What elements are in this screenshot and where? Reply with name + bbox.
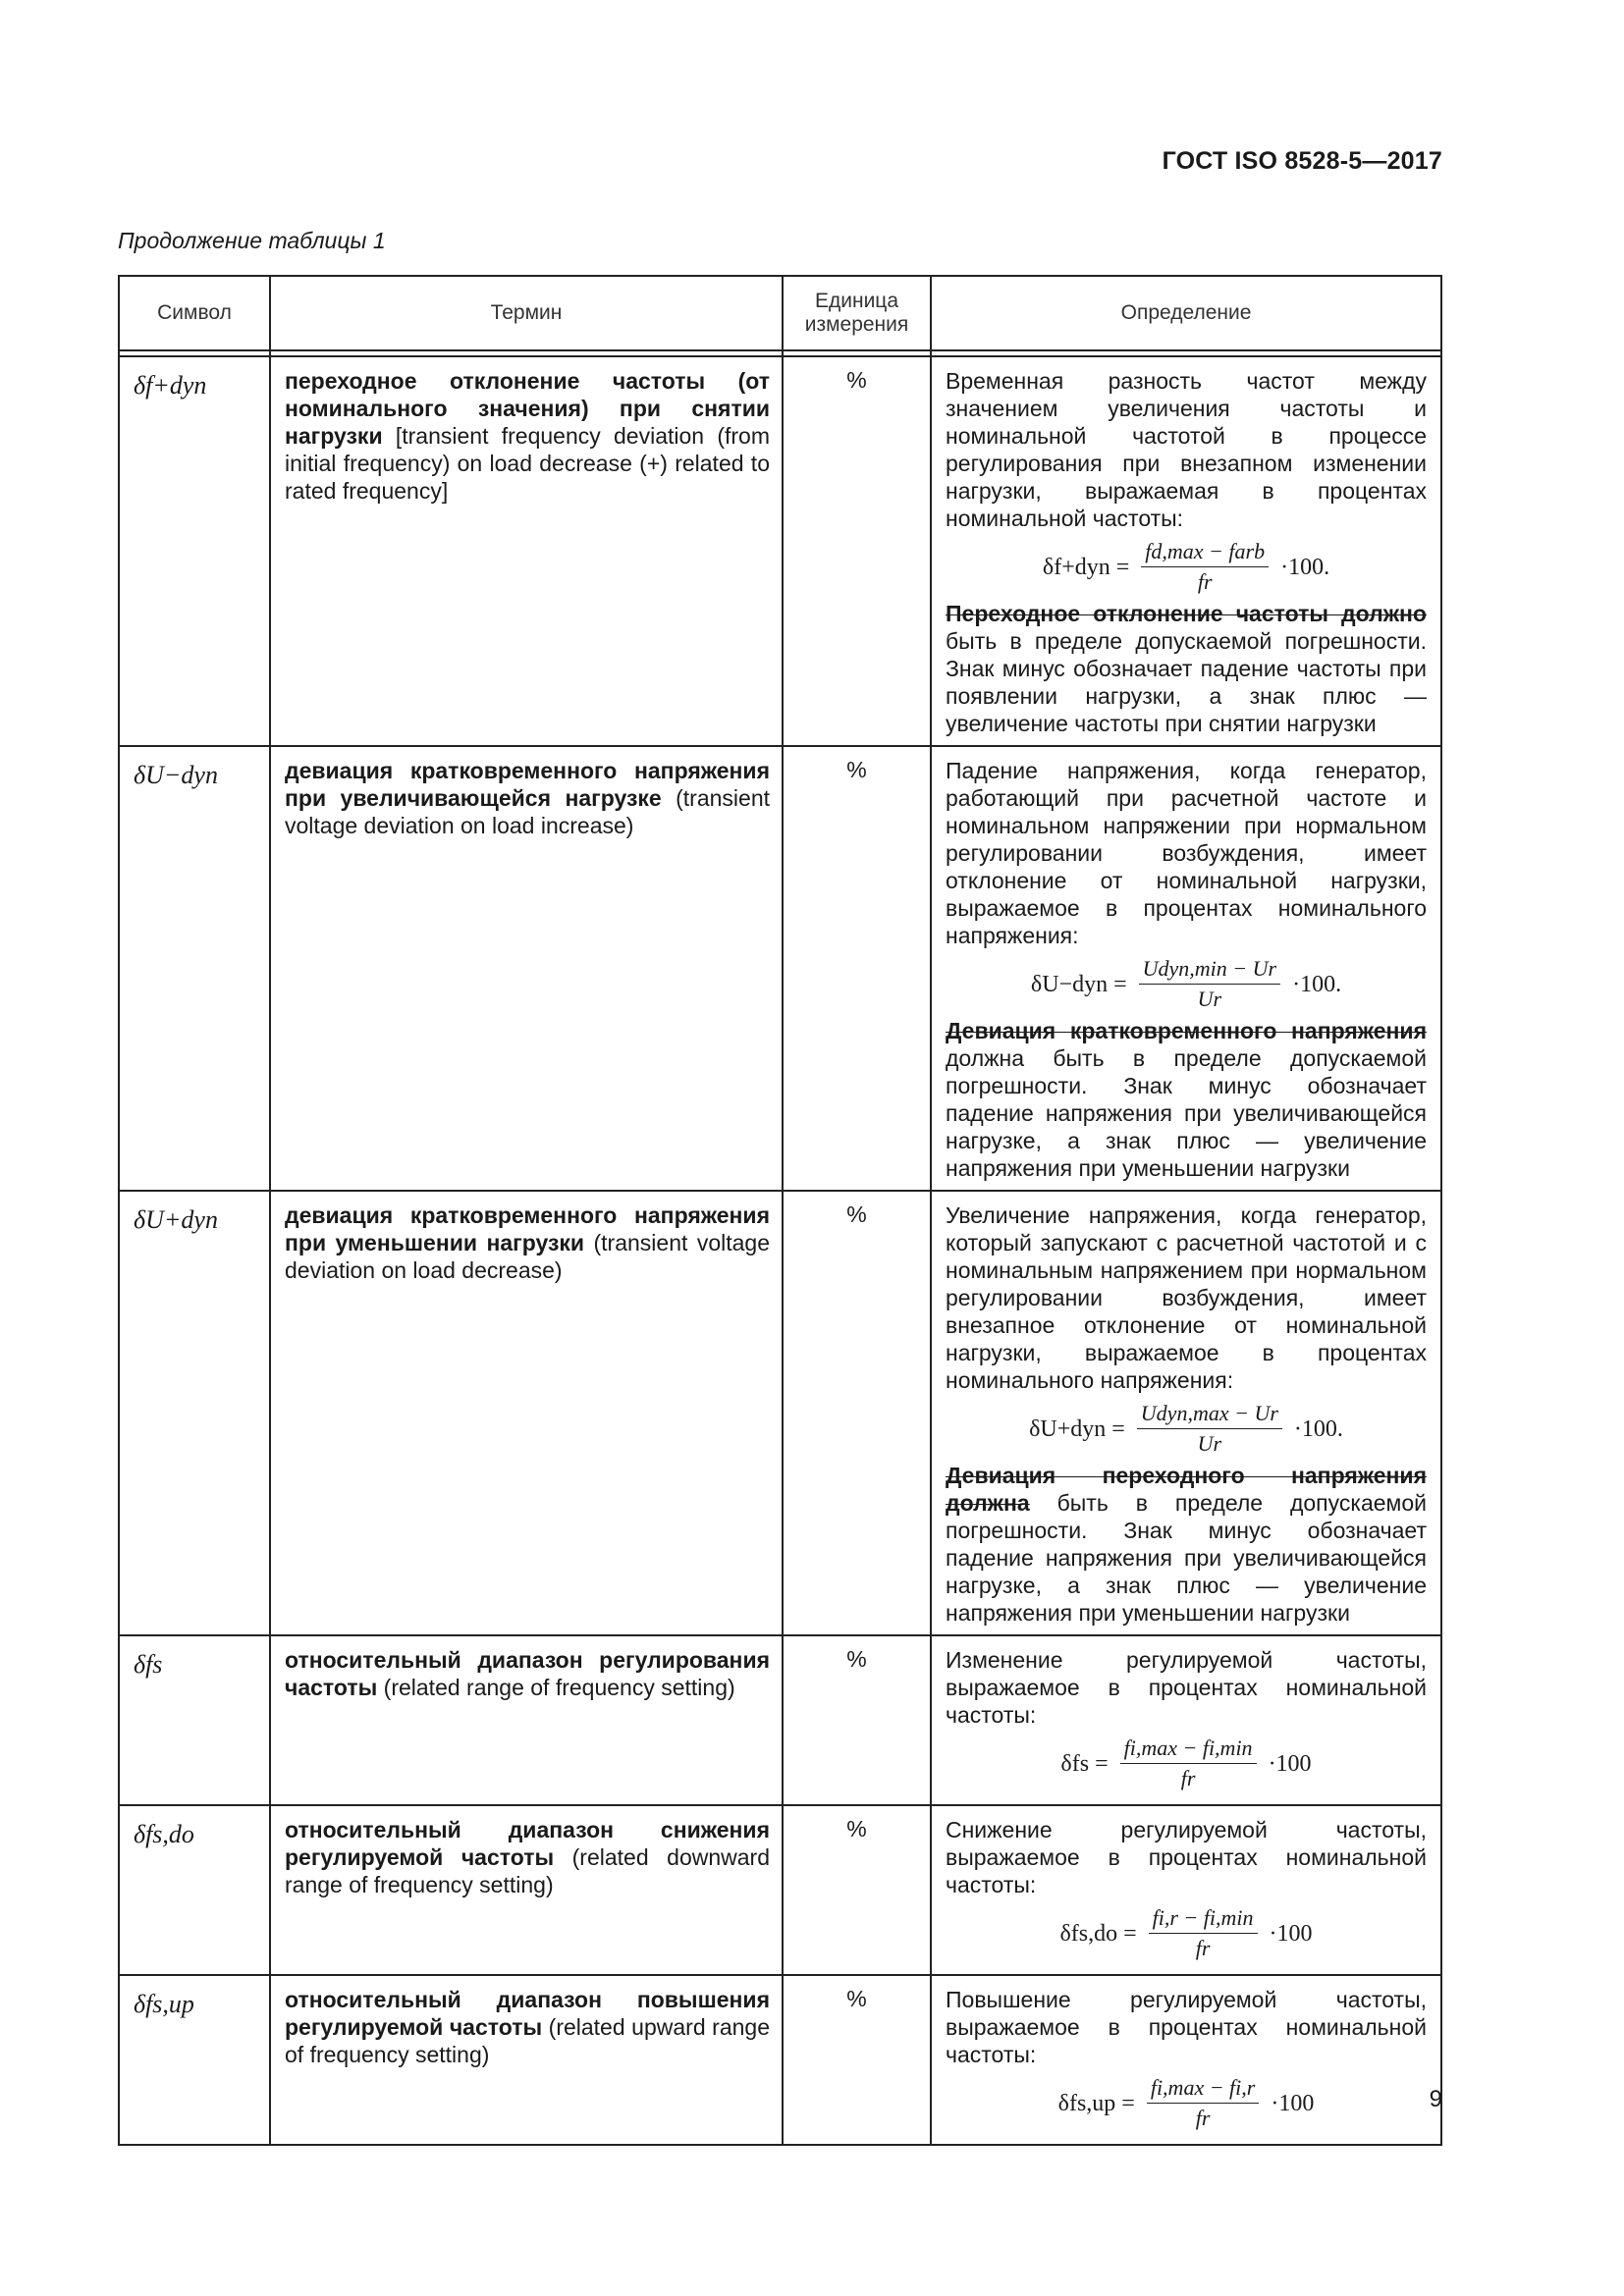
document-title: ГОСТ ISO 8528-5—2017 (1162, 147, 1442, 175)
term-cell (270, 1805, 783, 1975)
symbol-cell (119, 746, 270, 1191)
unit-cell: % (783, 1975, 931, 2145)
definition-cell (931, 1975, 1441, 2145)
table-header-row (119, 276, 1441, 350)
formula-numerator: fi,r − fi,min (1149, 1904, 1258, 1934)
symbol-cell (119, 1805, 270, 1975)
definition-cell (931, 356, 1441, 746)
formula-denominator: Ur (1197, 987, 1222, 1011)
page-number: 9 (1429, 2086, 1442, 2112)
formula-denominator: fr (1180, 1766, 1196, 1790)
definition-remainder: быть в пределе допускаемой погрешности. Знак минус обозначает падение напряжения при увеличивающейся нагрузке, а знак плюс — увеличение напряжения при уменьшении нагрузки (946, 1490, 1427, 1626)
formula-fraction (1137, 1400, 1282, 1458)
definition-note (946, 1017, 1427, 1182)
formula-multiplier: ·100 (1269, 1920, 1313, 1947)
symbol-cell (119, 1635, 270, 1805)
column-header-term: Термин (270, 276, 783, 350)
term-russian: относительный диапазон повышения регулируемой частоты (285, 1987, 770, 2040)
symbol-cell (119, 356, 270, 746)
symbol-text: δfs,do (134, 1820, 194, 1848)
formula-fraction (1139, 955, 1280, 1013)
definition-strikethrough: Переходное отклонение частоты должно (946, 601, 1427, 626)
table-row (119, 1975, 1441, 2145)
definition-strikethrough: Девиация переходного напряжения должна (946, 1463, 1427, 1516)
formula-numerator: Udyn,max − Ur (1137, 1400, 1282, 1429)
table-row (119, 356, 1441, 746)
definition-intro: Снижение регулируемой частоты, выражаемое в процентах номинальной частоты: (946, 1817, 1427, 1897)
table-row (119, 1805, 1441, 1975)
formula-lhs: δfs = (1060, 1750, 1109, 1777)
formula-multiplier: ·100 (1268, 1750, 1312, 1777)
formula-numerator: fd,max − farb (1141, 538, 1269, 567)
table-row (119, 1191, 1441, 1635)
table-row (119, 1635, 1441, 1805)
unit-cell: % (783, 746, 931, 1191)
term-cell (270, 356, 783, 746)
formula-denominator: fr (1195, 2106, 1211, 2130)
symbol-text: δfs (134, 1650, 163, 1679)
symbol-cell (119, 1975, 270, 2145)
term-cell (270, 1635, 783, 1805)
definition-cell (931, 1635, 1441, 1805)
formula-multiplier: ·100 (1271, 2090, 1315, 2116)
term-cell (270, 746, 783, 1191)
formula-multiplier: ·100. (1280, 554, 1330, 580)
term-russian: девиация кратковременного напряжения при увеличивающейся нагрузке (285, 758, 770, 811)
definition-cell (931, 1805, 1441, 1975)
formula (946, 1735, 1427, 1792)
term-english: (transient voltage deviation on load decrease) (285, 1230, 771, 1283)
symbol-text: δU+dyn (134, 1205, 218, 1234)
term-english: (related downward range of frequency setting) (285, 1844, 771, 1897)
definition-cell (931, 1191, 1441, 1635)
formula-numerator: fi,max − fi,min (1120, 1735, 1257, 1764)
term-english: (transient voltage deviation on load increase) (285, 785, 771, 838)
formula-multiplier: ·100. (1292, 971, 1342, 997)
definition-intro: Временная разность частот между значением увеличения частоты и номинальной частотой в процессе регулирования при внезапном изменении нагрузки, выражаемая в процентах номинальной частоты: (946, 368, 1427, 531)
formula (946, 955, 1427, 1013)
column-header-unit: Единица измерения (783, 276, 931, 350)
formula-lhs: δU+dyn = (1029, 1415, 1125, 1442)
term-english: (related upward range of frequency setting) (285, 2014, 770, 2067)
term-cell (270, 1975, 783, 2145)
unit-cell: % (783, 1191, 931, 1635)
definition-cell (931, 746, 1441, 1191)
table-row (119, 746, 1441, 1191)
definition-remainder: должна быть в пределе допускаемой погрешности. Знак минус обозначает падение напряжения при увеличивающейся нагрузке, а знак плюс — увеличение напряжения при уменьшении нагрузки (946, 1045, 1427, 1181)
terms-table (118, 275, 1442, 2146)
term-russian: относительный диапазон регулирования частоты (285, 1647, 770, 1700)
symbol-cell (119, 1191, 270, 1635)
definition-strikethrough: Девиация кратковременного напряжения (946, 1018, 1427, 1043)
unit-cell: % (783, 356, 931, 746)
definition-note (946, 600, 1427, 737)
formula-lhs: δU−dyn = (1030, 971, 1127, 997)
formula-multiplier: ·100. (1293, 1415, 1343, 1442)
symbol-text: δU−dyn (134, 761, 218, 789)
formula-denominator: Ur (1197, 1431, 1222, 1456)
formula-lhs: δfs,do = (1059, 1920, 1137, 1947)
formula-lhs: δfs,up = (1057, 2090, 1135, 2116)
formula-fraction (1120, 1735, 1257, 1792)
term-english: (related range of frequency setting) (377, 1675, 735, 1700)
formula (946, 1400, 1427, 1458)
symbol-text: δf+dyn (134, 371, 207, 400)
formula-denominator: fr (1197, 569, 1213, 594)
formula-numerator: fi,max − fi,r (1147, 2074, 1260, 2104)
formula (946, 538, 1427, 596)
formula-numerator: Udyn,min − Ur (1139, 955, 1280, 985)
term-russian: переходное отклонение частоты (от номинального значения) при снятии нагрузки (285, 368, 770, 449)
formula-denominator: fr (1195, 1936, 1211, 1960)
table-caption: Продолжение таблицы 1 (118, 228, 386, 253)
definition-intro: Повышение регулируемой частоты, выражаемое в процентах номинальной частоты: (946, 1987, 1427, 2067)
term-cell (270, 1191, 783, 1635)
unit-cell: % (783, 1635, 931, 1805)
column-header-symbol: Символ (119, 276, 270, 350)
definition-intro: Увеличение напряжения, когда генератор, который запускают с расчетной частотой и с номинальным напряжением при нормальном регулировании возбуждения, имеет внезапное отклонение от номинальной нагрузки, выражаемое в процентах номинального напряжения: (946, 1202, 1427, 1393)
symbol-text: δfs,up (134, 1990, 194, 2018)
definition-remainder: быть в пределе допускаемой погрешности. Знак минус обозначает падение частоты при появлении нагрузки, а знак плюс — увеличение частоты при снятии нагрузки (946, 628, 1427, 736)
term-russian: относительный диапазон снижения регулируемой частоты (285, 1817, 770, 1870)
definition-note (946, 1462, 1427, 1627)
definition-intro: Падение напряжения, когда генератор, работающий при расчетной частоте и номинальном напряжении при нормальном регулировании возбуждения, имеет отклонение от номинальной нагрузки, выражаемое в процентах номинального напряжения: (946, 758, 1427, 948)
definition-intro: Изменение регулируемой частоты, выражаемое в процентах номинальной частоты: (946, 1647, 1427, 1728)
formula-lhs: δf+dyn = (1042, 554, 1130, 580)
term-russian: девиация кратковременного напряжения при уменьшении нагрузки (285, 1202, 770, 1255)
term-english: [transient frequency deviation (from initial frequency) on load decrease (+) related to rated frequency] (285, 423, 770, 504)
unit-cell: % (783, 1805, 931, 1975)
formula-fraction (1149, 1904, 1258, 1962)
formula (946, 1904, 1427, 1962)
column-header-definition: Определение (931, 276, 1441, 350)
formula-fraction (1141, 538, 1269, 596)
